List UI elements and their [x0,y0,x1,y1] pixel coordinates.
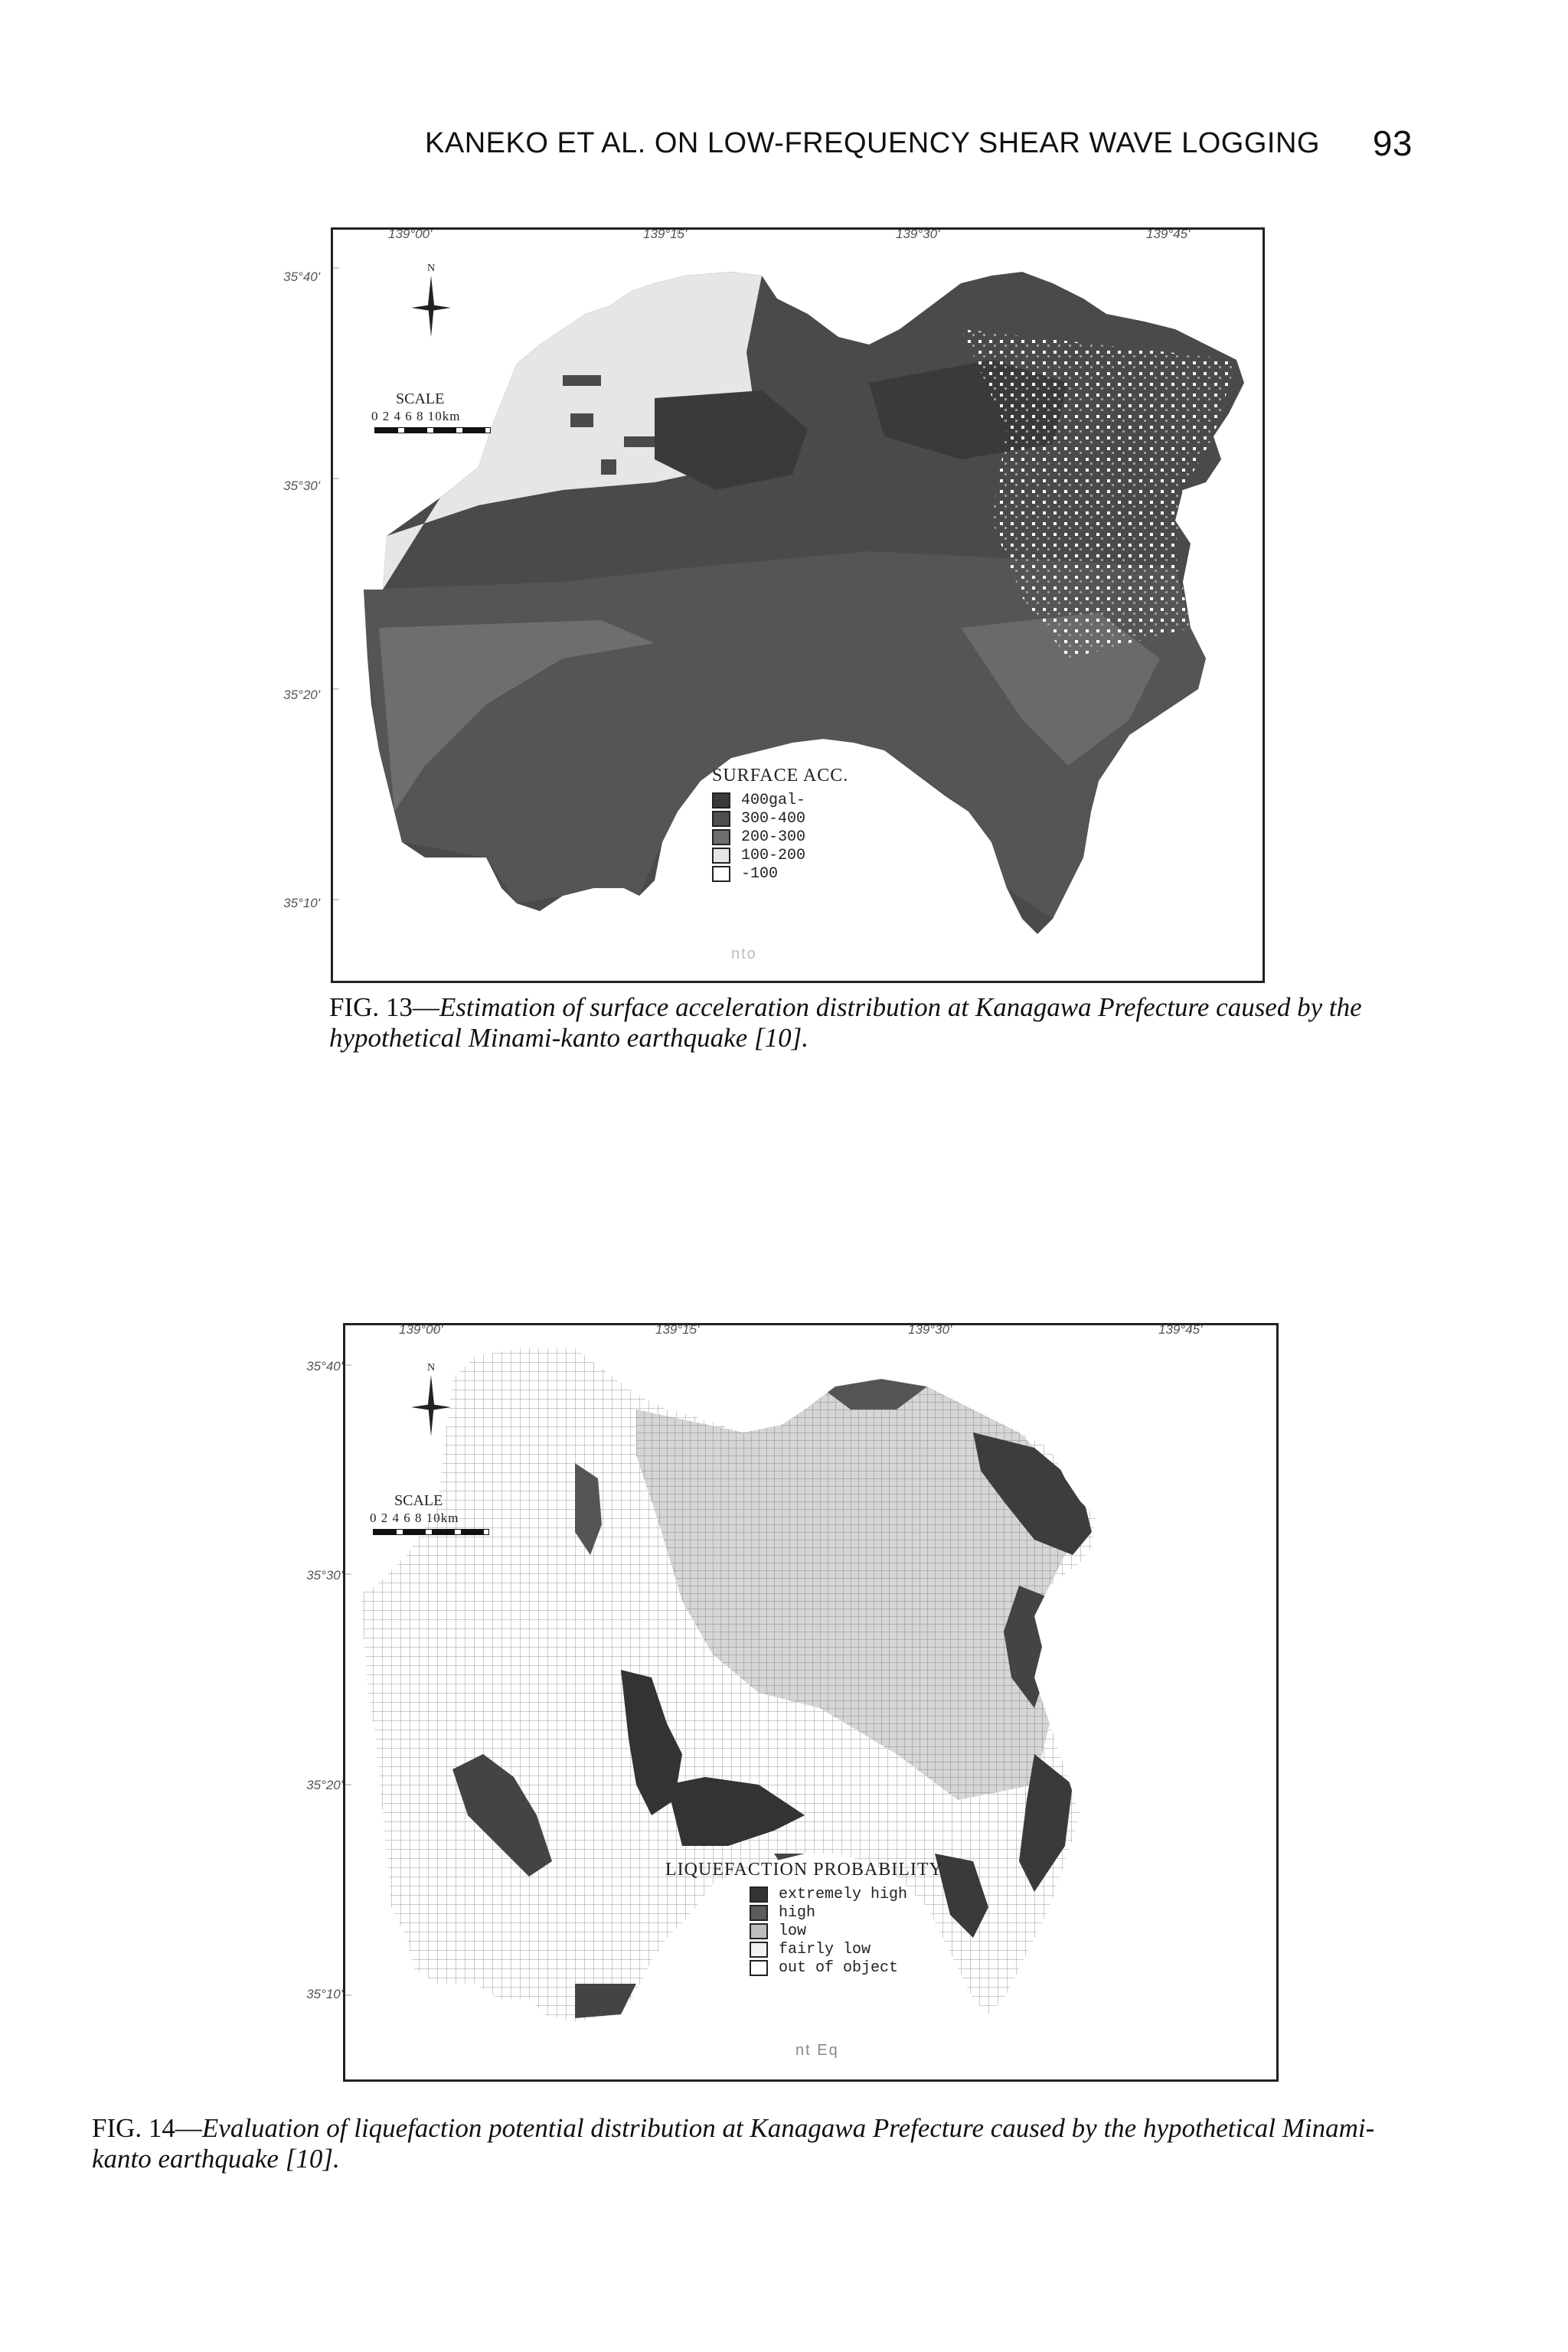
latitude-label: 35°30' [283,479,320,493]
legend-swatch [750,1905,768,1921]
legend-swatch [712,792,730,808]
longitude-label: 139°15' [655,1323,700,1337]
running-head-title: KANEKO ET AL. ON LOW-FREQUENCY SHEAR WAVE LOGGING [425,127,1320,159]
legend-swatch [712,866,730,882]
legend-item [665,1958,943,1977]
scale-label: SCALE [396,390,445,407]
legend-item [712,791,848,809]
legend-item [712,864,848,883]
legend-swatch [712,848,730,864]
map-legend [665,1860,943,1977]
legend-swatch [712,811,730,827]
scale-bar-graphic [374,427,491,433]
latitude-label: 35°30' [306,1568,343,1583]
caption-text: Estimation of surface acceleration distribution at Kanagawa Prefecture caused by the hypothetical Minami-kanto earthquake [10]. [329,992,1362,1053]
legend-swatch [750,1942,768,1958]
legend-swatch [750,1923,768,1939]
north-arrow-icon [408,1360,454,1444]
map-legend [712,766,848,883]
latitude-label: 35°40' [283,270,320,284]
latitude-label: 35°20' [283,688,320,702]
scale-numbers: 0 2 4 6 8 10km [371,409,461,423]
longitude-label: 139°30' [896,227,940,241]
legend-title: SURFACE ACC. [712,766,849,786]
legend-label: extremely high [779,1885,908,1903]
north-arrow-icon [408,260,454,345]
legend-label: fairly low [779,1940,871,1958]
page-number: 93 [1372,123,1413,163]
legend-label: 200-300 [741,828,806,846]
running-head [425,122,1413,168]
scale-numbers: 0 2 4 6 8 10km [370,1511,459,1525]
figure-13-map [331,227,1265,983]
legend-item [712,846,848,864]
scale-label: SCALE [394,1492,443,1509]
figure-14-caption [92,2113,1428,2174]
longitude-label: 139°45' [1158,1323,1203,1337]
longitude-label: 139°00' [388,227,433,241]
longitude-label: 139°45' [1146,227,1191,241]
caption-label: FIG. 14— [92,2113,202,2143]
legend-item [665,1940,943,1958]
legend-title: LIQUEFACTION PROBABILITY [665,1860,943,1880]
latitude-label: 35°10' [306,1987,343,2001]
longitude-label: 139°30' [908,1323,952,1337]
legend-label: out of object [779,1958,899,1977]
legend-item [665,1903,943,1922]
legend-swatch [750,1886,768,1903]
caption-label: FIG. 13— [329,992,439,1022]
svg-text:N: N [426,1362,436,1374]
scale-bar-graphic [373,1529,489,1535]
figure-14-map [343,1323,1279,2082]
legend-item [665,1922,943,1940]
latitude-label: 35°40' [306,1359,343,1374]
latitude-label: 35°10' [283,896,320,910]
legend-item [665,1885,943,1903]
legend-item [712,809,848,828]
faint-source-text: nto [731,946,757,962]
legend-label: 100-200 [741,846,806,864]
legend-label: high [779,1903,816,1922]
legend-label: 300-400 [741,809,806,828]
legend-swatch [712,829,730,845]
longitude-label: 139°15' [643,227,688,241]
faint-source-text: nt Eq [795,2042,839,2059]
legend-label: -100 [741,864,779,883]
svg-text:N: N [426,263,436,274]
figure-13-caption [329,992,1416,1054]
latitude-label: 35°20' [306,1778,343,1792]
legend-label: low [779,1922,807,1940]
longitude-label: 139°00' [399,1323,443,1337]
caption-text: Evaluation of liquefaction potential distribution at Kanagawa Prefecture caused by the hypothetical Minami-kanto earthquake [10]. [92,2113,1375,2174]
legend-swatch [750,1960,768,1976]
legend-item [712,828,848,846]
legend-label: 400gal- [741,791,806,809]
